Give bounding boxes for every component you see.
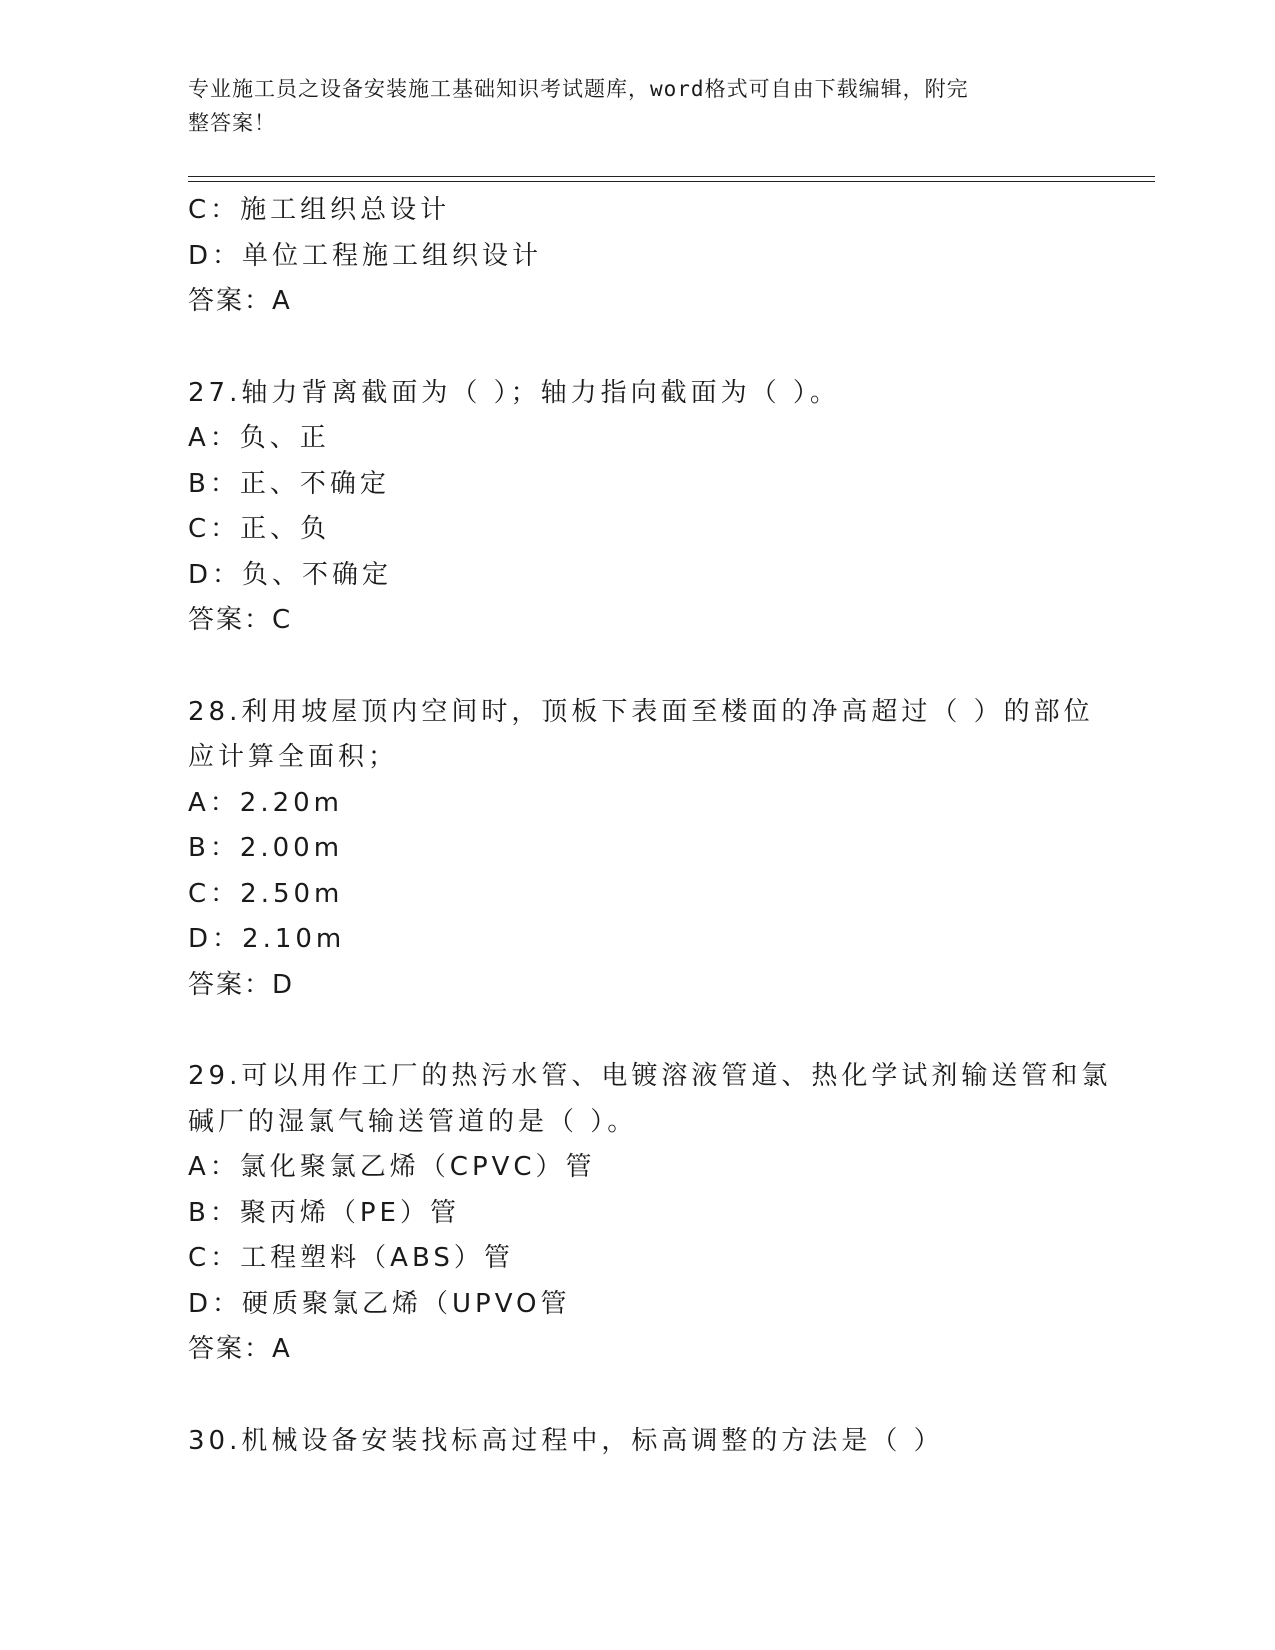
question-28	[188, 690, 1094, 1009]
header-divider-top	[188, 176, 1155, 177]
question-30	[188, 1419, 1088, 1465]
option-d: D：单位工程施工组织设计	[188, 240, 543, 271]
option-d: D：负、不确定	[188, 559, 393, 590]
option-a: A：2.20m	[188, 787, 344, 818]
spacer	[188, 325, 1088, 371]
question-list	[188, 188, 1112, 1464]
header-line-1: 专业施工员之设备安装施工基础知识考试题库，word格式可自由下载编辑，附完	[188, 77, 969, 101]
option-c: C：工程塑料（ABS）管	[188, 1243, 514, 1273]
spacer	[188, 1008, 1088, 1054]
question-29	[188, 1054, 1112, 1373]
option-b: B：正、不确定	[188, 468, 390, 499]
option-a: A：氯化聚氯乙烯（CPVC）管	[188, 1152, 596, 1182]
option-c: C：正、负	[188, 514, 331, 544]
question-text: 29.可以用作工厂的热污水管、电镀溶液管道、热化学试剂输送管和氯	[188, 1061, 1112, 1091]
spacer	[188, 1373, 1088, 1419]
answer-line: 答案：D	[188, 969, 295, 1000]
answer-line: 答案：A	[188, 1334, 292, 1364]
option-c: C：施工组织总设计	[188, 195, 451, 225]
option-d: D：2.10m	[188, 924, 346, 954]
question-text: 27.轴力背离截面为（ ）；轴力指向截面为（ ）。	[188, 377, 840, 408]
question-text-continued: 碱厂的湿氯气输送管道的是（ ）。	[188, 1106, 638, 1137]
header-line-2: 整答案！	[188, 111, 276, 135]
spacer	[188, 644, 1088, 690]
option-a: A：负、正	[188, 423, 330, 453]
option-c: C：2.50m	[188, 878, 344, 909]
question-27	[188, 371, 1088, 644]
answer-line: 答案：A	[188, 286, 292, 316]
option-b: B：聚丙烯（PE）管	[188, 1197, 460, 1228]
document-header	[188, 72, 1088, 140]
header-divider-bottom	[188, 181, 1155, 182]
option-b: B：2.00m	[188, 833, 344, 863]
option-d: D：硬质聚氯乙烯（UPVO管	[188, 1288, 571, 1319]
answer-line: 答案：C	[188, 605, 293, 635]
question-26-remainder	[188, 188, 1088, 325]
question-text: 30.机械设备安装找标高过程中，标高调整的方法是（ ）	[188, 1425, 944, 1456]
question-text-continued: 应计算全面积；	[188, 742, 399, 772]
question-text: 28.利用坡屋顶内空间时，顶板下表面至楼面的净高超过（ ）的部位	[188, 696, 1094, 727]
